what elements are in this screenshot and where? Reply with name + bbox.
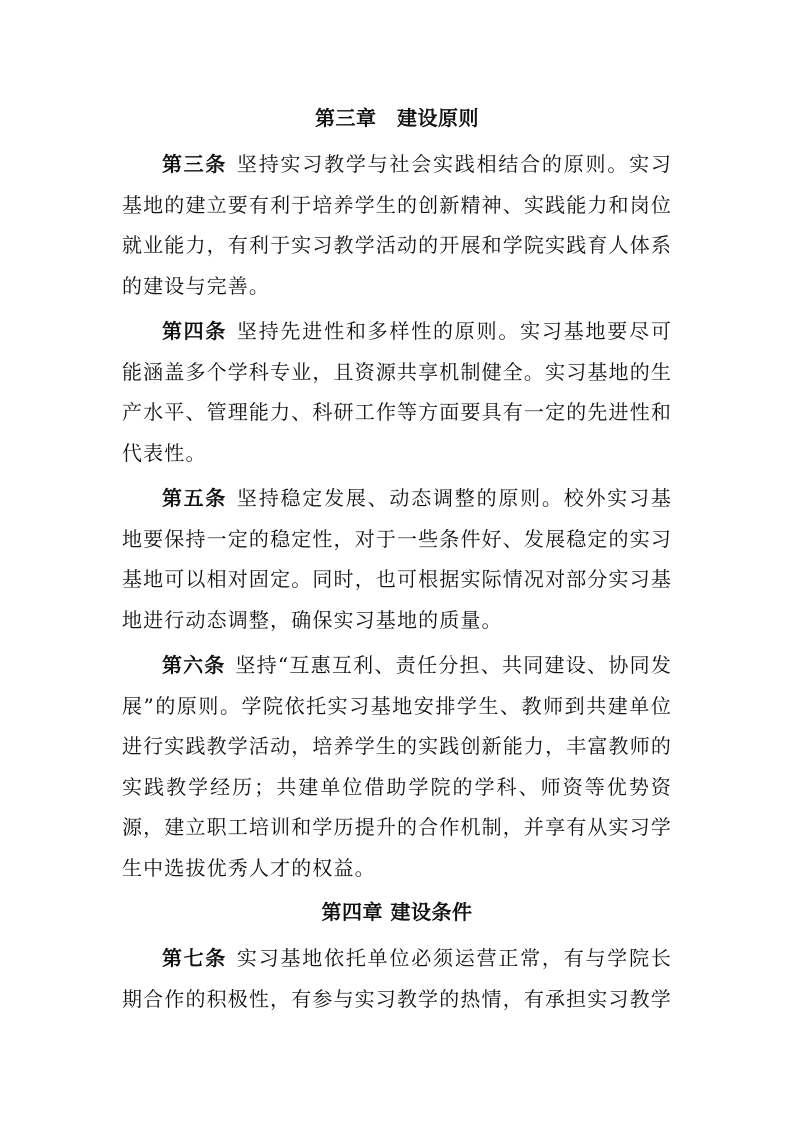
article-7: [122, 938, 672, 1019]
article-4: [122, 311, 672, 473]
article-text: 坚持实习教学与社会实践相结合的原则。实习基地的建立要有利于培养学生的创新精神、实践能力和岗位就业能力，有利于实习教学活动的开展和学院实践育人体系的建设与完善。: [122, 152, 673, 298]
article-3: [122, 144, 672, 306]
article-text: 实习基地依托单位必须运营正常，有与学院长期合作的积极性，有参与实习教学的热情，有承担实习教学: [122, 946, 673, 1011]
article-5: [122, 478, 672, 640]
article-label: 第四条: [162, 319, 227, 343]
article-label: 第七条: [162, 946, 227, 970]
chapter-title-4: 第四章 建设条件: [321, 900, 473, 924]
article-label: 第三条: [162, 152, 227, 176]
article-6: [122, 645, 672, 888]
article-label: 第六条: [162, 653, 226, 677]
article-text: 坚持“互惠互利、责任分担、共同建设、协同发展”的原则。学院依托实习基地安排学生、教师到共建单位进行实践教学活动，培养学生的实践创新能力，丰富教师的实践教学经历；共建单位借助学院的学科、师资等优势资源，建立职工培训和学历提升的合作机制，并享有从实习学生中选拔优秀人才的权益。: [122, 653, 673, 880]
document-body: [122, 100, 672, 1024]
article-text: 坚持稳定发展、动态调整的原则。校外实习基地要保持一定的稳定性，对于一些条件好、发展稳定的实习基地可以相对固定。同时，也可根据实际情况对部分实习基地进行动态调整，确保实习基地的质量。: [122, 486, 673, 632]
article-text: 坚持先进性和多样性的原则。实习基地要尽可能涵盖多个学科专业，且资源共享机制健全。实习基地的生产水平、管理能力、科研工作等方面要具有一定的先进性和代表性。: [122, 319, 673, 465]
chapter-title-3: 第三章 建设原则: [315, 106, 479, 130]
article-label: 第五条: [162, 486, 227, 510]
